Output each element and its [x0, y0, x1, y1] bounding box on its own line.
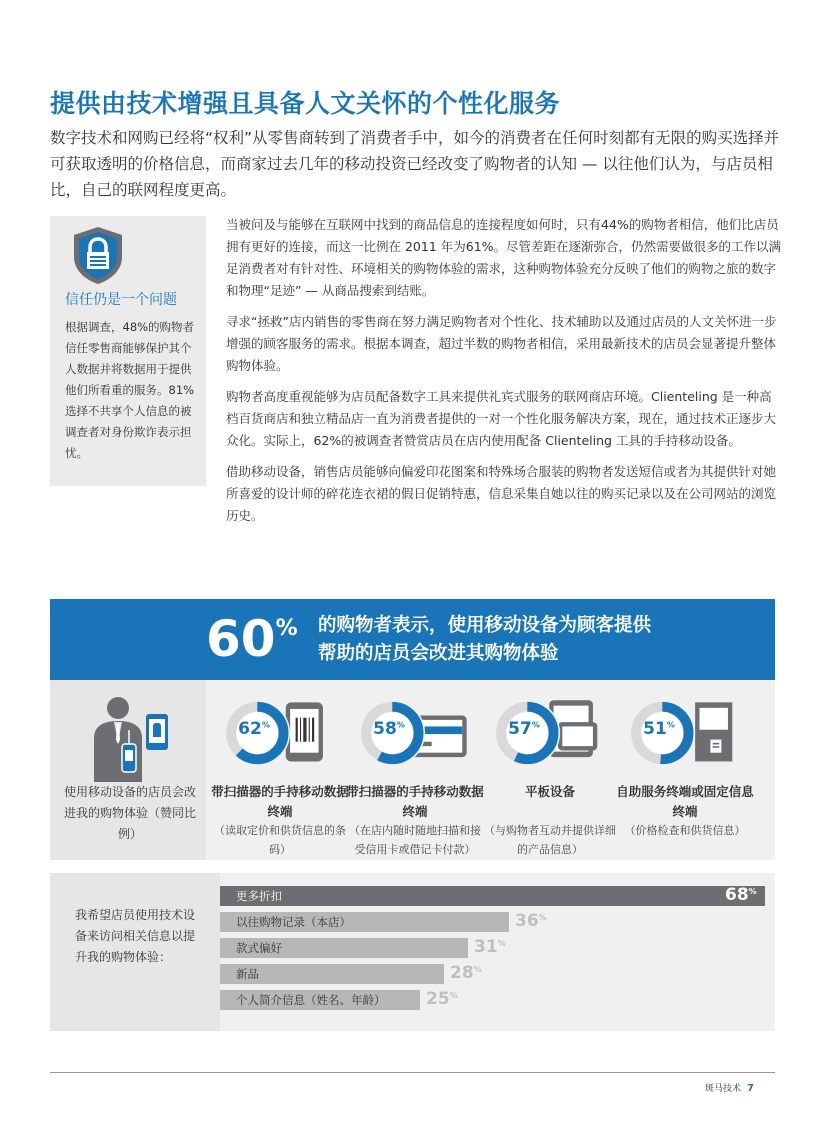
stat-title: 自助服务终端或固定信息终端 — [616, 784, 754, 819]
stat-subtitle: （与购物者互动并提供详细的产品信息） — [484, 824, 616, 856]
bar-value — [725, 885, 757, 905]
stat-percent — [504, 719, 544, 739]
stat-percent — [234, 719, 274, 739]
bar-value — [450, 963, 482, 983]
bar — [220, 964, 444, 984]
stat-percent-value: 51 — [643, 719, 667, 739]
footer-brand: 斑马技术 — [705, 1084, 742, 1094]
bar-label: 款式偏好 — [236, 941, 282, 955]
bar-label: 更多折扣 — [236, 889, 282, 903]
stat-percent-unit: % — [666, 720, 675, 730]
bar-value — [426, 989, 458, 1009]
bar-value-unit: % — [538, 913, 547, 922]
stat-percent — [639, 719, 679, 739]
stat-percent-unit: % — [531, 720, 540, 730]
page-title: 提供由技术增强且具备人文关怀的个性化服务 — [50, 89, 561, 118]
intro-paragraph: 数字技术和网购已经将“权利”从零售商转到了消费者手中，如今的消费者在任何时刻都有无限的购买选择并可获取透明的价格信息，而商家过去几年的移动投资已经改变了购物者的认知 — 以往他们认为，与店员相比，自己的联网程度更高。 — [50, 129, 780, 199]
stat-percent-value: 57 — [508, 719, 532, 739]
bar-section-label: 我希望店员使用技术设备来访问相关信息以提升我的购物体验： — [75, 908, 196, 964]
stat-percent-unit: % — [396, 720, 405, 730]
stat-subtitle: （在店内随时随地扫描和接受信用卡或借记卡付款） — [349, 824, 481, 856]
padlock-shield-icon — [66, 223, 130, 287]
bar-value — [474, 937, 506, 957]
bar — [220, 938, 468, 958]
main-text-column — [226, 214, 782, 536]
bar-value-unit: % — [497, 939, 506, 948]
bar-value-number: 68 — [725, 885, 749, 905]
stats-left-label: 使用移动设备的店员会改进我的购物体验（赞同比例） — [63, 785, 196, 841]
banner-number-value: 60 — [206, 610, 276, 668]
bar-label: 以往购物记录（本店） — [236, 915, 351, 929]
bar-label: 个人简介信息（姓名、年龄） — [236, 993, 386, 1007]
bar-value-number: 36 — [515, 911, 539, 931]
sidebar-heading: 信任仍是一个问题 — [65, 292, 177, 308]
bar-value-number: 31 — [474, 937, 498, 957]
stat-percent — [369, 719, 409, 739]
bar-value-unit: % — [473, 965, 482, 974]
banner-number-unit: % — [275, 616, 298, 641]
bar-value-number: 28 — [450, 963, 474, 983]
stat-title: 平板设备 — [524, 784, 575, 799]
stat-subtitle: （价格检查和供货信息） — [624, 824, 746, 837]
paragraph: 借助移动设备，销售店员能够向偏爱印花图案和特殊场合服装的购物者发送短信或者为其提供针对她所喜爱的设计师的碎花连衣裙的假日促销特惠，信息采集自她以往的购买记录以及在公司网站的浏览历史。 — [226, 464, 777, 523]
paragraph: 寻求“拯救”店内销售的零售商在努力满足购物者对个性化、技术辅助以及通过店员的人文关怀进一步增强的顾客服务的需求。根据本调查，超过半数的购物者相信，采用最新技术的店员会显著提升整体购物体验。 — [226, 314, 777, 373]
footer — [705, 1081, 754, 1094]
stat-percent-value: 62 — [238, 719, 262, 739]
stat-subtitle: （读取定价和供货信息的条码） — [214, 824, 346, 856]
bar-value-number: 25 — [426, 989, 450, 1009]
bar-value-unit: % — [748, 887, 757, 896]
stat-percent-unit: % — [261, 720, 270, 730]
banner-text: 的购物者表示，使用移动设备为顾客提供帮助的店员会改进其购物体验 — [318, 615, 652, 664]
bar-value-unit: % — [449, 991, 458, 1000]
bar-value — [515, 911, 547, 931]
bar-label: 新品 — [236, 967, 259, 981]
paragraph: 当被问及与能够在互联网中找到的商品信息的连接程度如何时，只有44%的购物者相信，他们比店员拥有更好的连接，而这一比例在 2011 年为61%。尽管差距在逐渐弥合，仍然需要做很多的工作以满足消费者对有针对性、环境相关的购物体验的需求，这种购物体验充分反映了他们的购物之旅的数字和物理“足迹” — 从商品搜索到结账。 — [226, 217, 782, 298]
stat-title: 带扫描器的手持移动数据终端 — [211, 784, 349, 819]
bar — [220, 886, 765, 906]
bar — [220, 990, 420, 1010]
page-number: 7 — [747, 1083, 754, 1094]
store-associate-icon — [88, 694, 176, 782]
banner-big-number — [206, 610, 298, 668]
paragraph: 购物者高度重视能够为店员配备数字工具来提供礼宾式服务的联网商店环境。Clienteling 是一种高档百货商店和独立精品店一直为消费者提供的一对一个性化服务解决方案，现在，通过技术正逐步大众化。实际上，62%的被调查者赞赏店员在店内使用配备 Clienteling 工具的手持移动设备。 — [226, 389, 777, 448]
bar — [220, 912, 509, 932]
sidebar-body: 根据调查，48%的购物者信任零售商能够保护其个人数据并将数据用于提供他们所看重的服务。81%选择不共享个人信息的被调查者对身份欺诈表示担忧。 — [65, 320, 195, 460]
stat-percent-value: 58 — [373, 719, 397, 739]
stat-title: 带扫描器的手持移动数据终端 — [346, 784, 484, 819]
footer-rule — [50, 1072, 775, 1073]
